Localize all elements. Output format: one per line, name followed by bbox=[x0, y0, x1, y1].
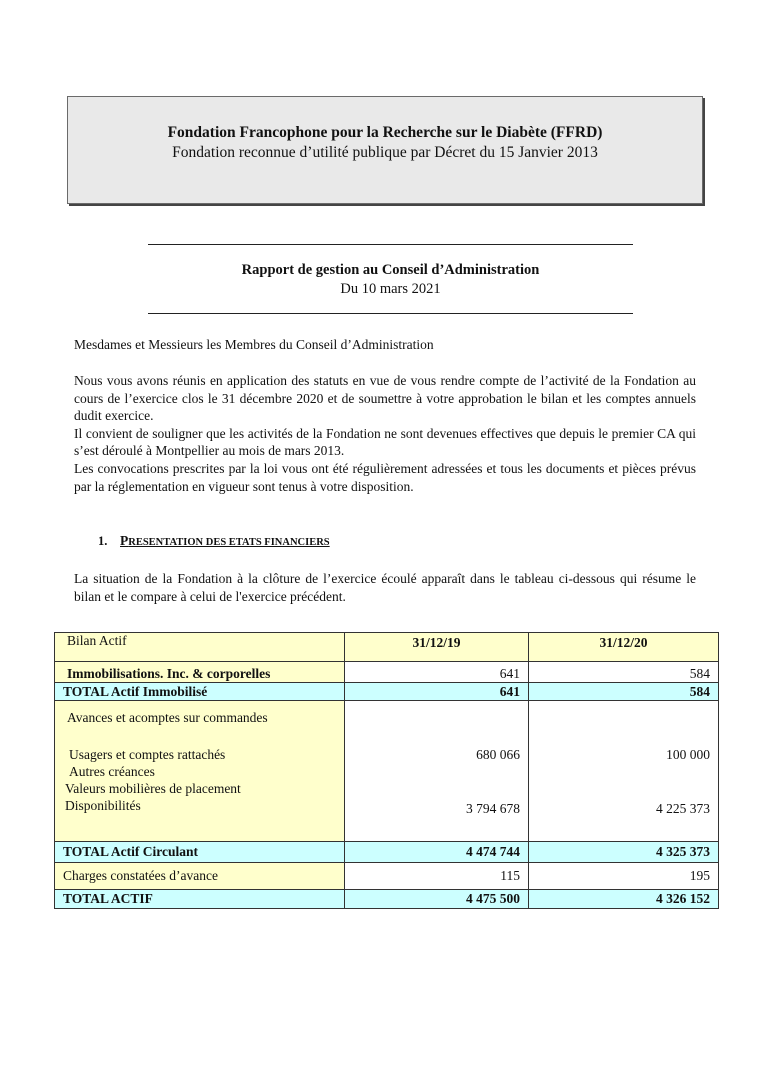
avances-label: Avances et acomptes sur commandes bbox=[67, 710, 268, 725]
total-circulant-label: TOTAL Actif Circulant bbox=[55, 842, 345, 863]
total-circulant-2019: 4 474 744 bbox=[345, 842, 529, 863]
table-header-row bbox=[55, 633, 719, 662]
total-immo-2020: 584 bbox=[529, 683, 719, 701]
usagers-2020: 100 000 bbox=[666, 747, 710, 762]
intro-paragraphs bbox=[74, 372, 696, 495]
foundation-title: Fondation Francophone pour la Recherche sur le Diabète (FFRD) bbox=[167, 124, 603, 141]
dispo-2019: 3 794 678 bbox=[466, 801, 520, 816]
vmp-label: Valeurs mobilières de placement bbox=[65, 781, 241, 796]
table-row bbox=[55, 683, 719, 701]
spacer bbox=[353, 763, 520, 800]
total-actif-label: TOTAL ACTIF bbox=[55, 890, 345, 909]
charges-label: Charges constatées d’avance bbox=[55, 863, 345, 890]
table-row bbox=[55, 701, 719, 842]
header-col-2019: 31/12/19 bbox=[345, 633, 529, 662]
header-label: Bilan Actif bbox=[55, 633, 345, 662]
paragraph-1: Nous vous avons réunis en application des statuts en vue de vous rendre compte de l’activité de la Fondation au cours de l’exercice clos le 31 décembre 2020 et de soumettre à votre approbation le bilan et les comptes annuels dudit exercice. bbox=[74, 373, 696, 424]
report-date: Du 10 mars 2021 bbox=[340, 281, 441, 297]
section-number: 1. bbox=[98, 534, 108, 548]
usagers-label: Usagers et comptes rattachés bbox=[69, 747, 226, 762]
dispo-2020: 4 225 373 bbox=[656, 801, 710, 816]
section-intro: La situation de la Fondation à la clôture de l’exercice écoulé apparaît dans le tableau ci-dessous qui résume le bilan et le compare à celui de l'exercice précédent. bbox=[74, 571, 696, 604]
immo-2019: 641 bbox=[345, 662, 529, 683]
spacer bbox=[353, 709, 520, 743]
autres-label: Autres créances bbox=[69, 764, 155, 779]
dispo-label: Disponibilités bbox=[65, 798, 141, 813]
table-row bbox=[55, 890, 719, 909]
bottom-rule bbox=[148, 313, 633, 314]
header-box bbox=[67, 96, 703, 204]
spacer bbox=[537, 709, 710, 743]
bilan-actif-table bbox=[54, 632, 719, 909]
section-title-initial: P bbox=[120, 533, 129, 548]
total-immo-2019: 641 bbox=[345, 683, 529, 701]
top-rule bbox=[148, 244, 633, 245]
table-row bbox=[55, 863, 719, 890]
charges-2020: 195 bbox=[529, 863, 719, 890]
header-col-2020: 31/12/20 bbox=[529, 633, 719, 662]
total-circulant-2020: 4 325 373 bbox=[529, 842, 719, 863]
immo-2020: 584 bbox=[529, 662, 719, 683]
total-actif-2019: 4 475 500 bbox=[345, 890, 529, 909]
section-heading bbox=[98, 533, 330, 549]
table-row bbox=[55, 662, 719, 683]
immo-label: Immobilisations. Inc. & corporelles bbox=[55, 662, 345, 683]
total-immo-label: TOTAL Actif Immobilisé bbox=[55, 683, 345, 701]
paragraph-2: Il convient de souligner que les activités de la Fondation ne sont devenues effectives que depuis le premier CA qui s’est déroulé à Montpellier au mois de mars 2013. bbox=[74, 425, 696, 459]
circulant-2019 bbox=[345, 701, 529, 842]
section-title-rest: RESENTATION DES ETATS FINANCIERS bbox=[128, 537, 330, 548]
spacer bbox=[67, 726, 336, 746]
foundation-subtitle: Fondation reconnue d’utilité publique par Décret du 15 Janvier 2013 bbox=[172, 144, 598, 161]
paragraph-3: Les convocations prescrites par la loi vous ont été régulièrement adressées et tous les documents et pièces prévus par la réglementation en vigueur sont tenus à votre disposition. bbox=[74, 460, 696, 494]
report-title: Rapport de gestion au Conseil d’Administration bbox=[241, 262, 540, 278]
circulant-labels bbox=[55, 701, 345, 842]
salutation: Mesdames et Messieurs les Membres du Conseil d’Administration bbox=[74, 337, 434, 352]
total-actif-2020: 4 326 152 bbox=[529, 890, 719, 909]
usagers-2019: 680 066 bbox=[476, 747, 520, 762]
table-row bbox=[55, 842, 719, 863]
spacer bbox=[537, 763, 710, 800]
charges-2019: 115 bbox=[345, 863, 529, 890]
circulant-2020 bbox=[529, 701, 719, 842]
